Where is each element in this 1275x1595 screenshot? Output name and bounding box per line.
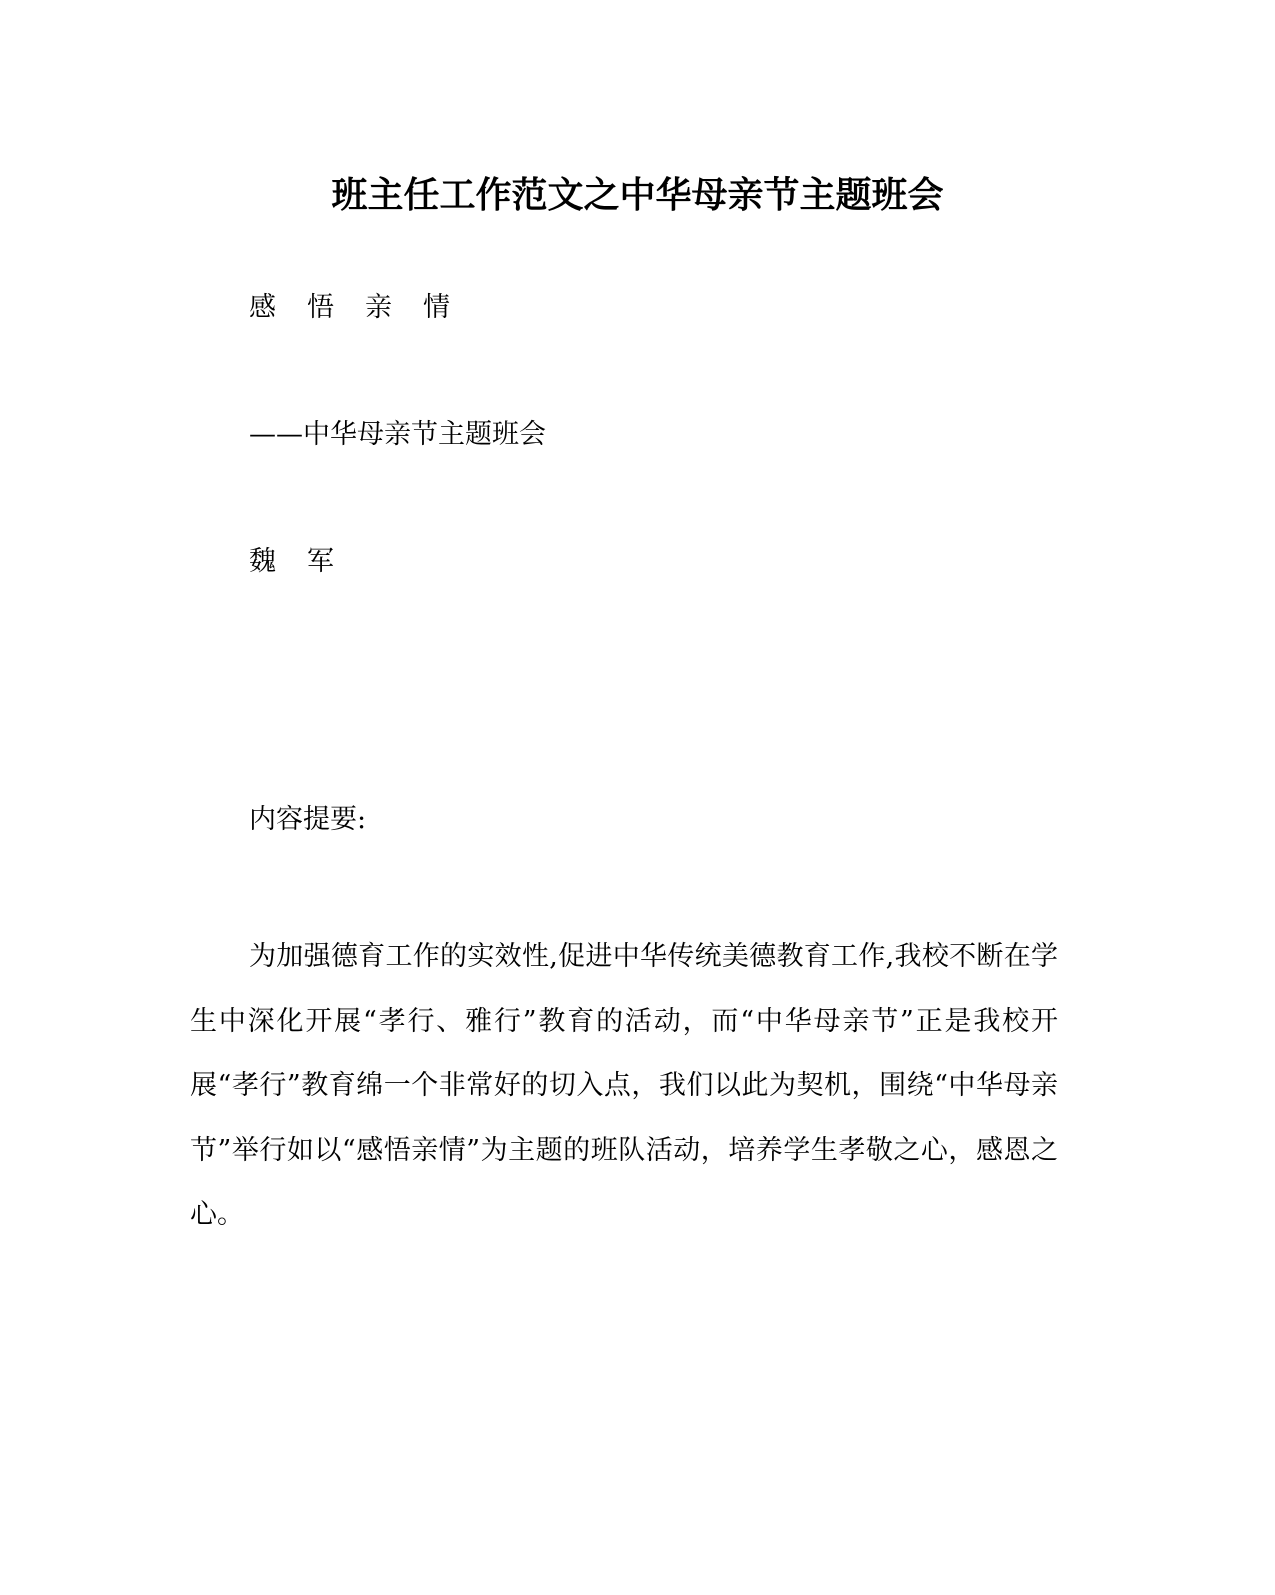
summary-label: 内容提要: <box>249 804 367 835</box>
heading: 感悟亲情 <box>249 292 481 323</box>
subtitle: ——中华母亲节主题班会 <box>249 419 546 450</box>
author: 魏军 <box>249 546 365 577</box>
document-title: 班主任工作范文之中华母亲节主题班会 <box>331 174 944 216</box>
summary-paragraph: 为加强德育工作的实效性,促进中华传统美德教育工作,我校不断在学生中深化开展“孝行、雅行”教育的活动，而“中华母亲节”正是我校开展“孝行”教育绵一个非常好的切入点，我们以此为契机，围绕“中华母亲节”举行如以“感悟亲情”为主题的班队活动，培养学生孝敬之心，感恩之心。 <box>190 941 1058 1230</box>
